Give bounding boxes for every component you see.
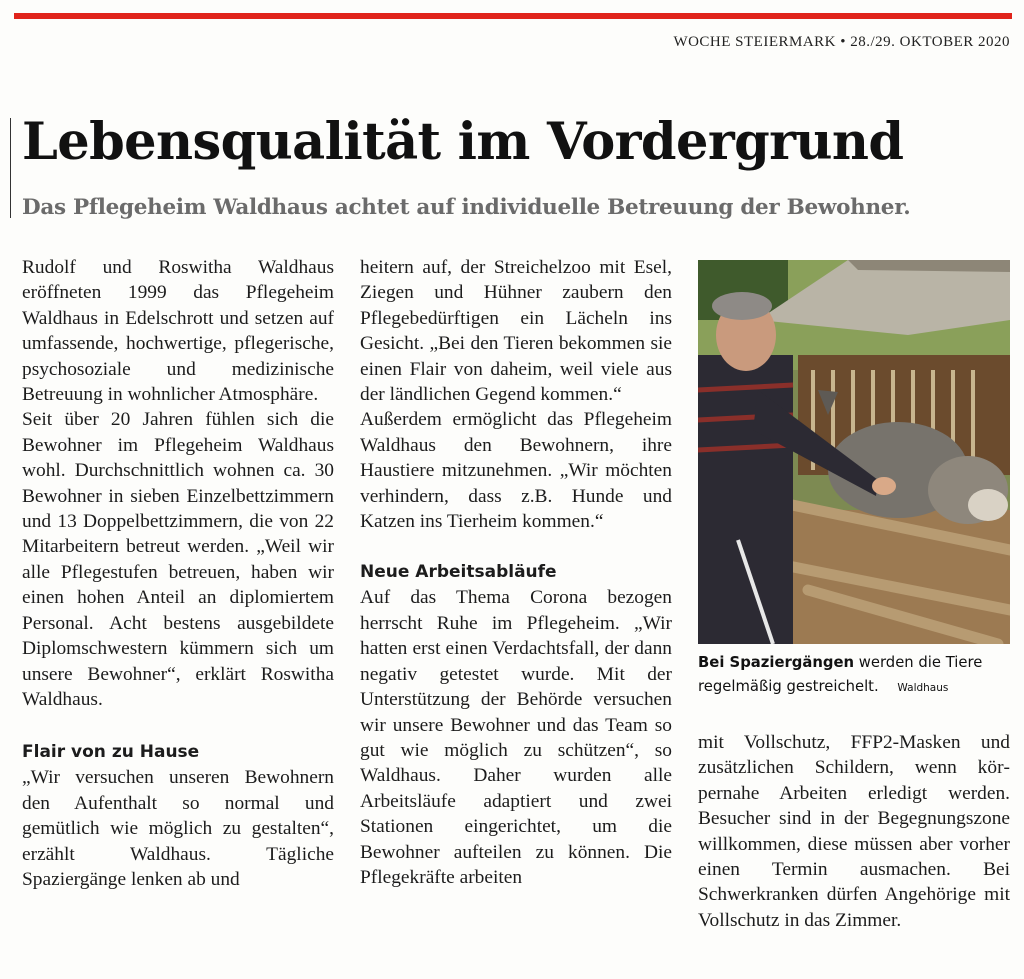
donkey-muzzle — [968, 489, 1008, 521]
paragraph: Seit über 20 Jahren fühlen sich die Bewohner im Pflegeheim Waldhaus wohl. Durchschnittlich wohnen ca. 30 Bewohner in sieben Einzelbettzimmern und 13 Doppelbettzimmern, die von 22 Mitarbeitern betreut werden. „Weil wir alle Pflegestufen betreuen, haben wir einen hohen Anteil an diplomiertem Personal. Acht bestens ausgebildete Diplomschwestern kümmern sich um unsere Bewohner“, erklärt Roswitha Waldhaus. — [22, 409, 334, 710]
article-photo — [698, 260, 1010, 644]
section-heading-flair: Flair von zu Hause — [22, 742, 200, 763]
paragraph: „Wir versuchen unseren Bewohnern den Aufenthalt so normal und gemütlich wie möglich zu gestalten“, erzählt Waldhaus. Tägliche Spaziergänge lenken ab und — [22, 767, 334, 890]
left-column-rule — [10, 118, 11, 218]
top-red-rule — [14, 13, 1012, 19]
photo-credit: Waldhaus — [897, 682, 949, 694]
man-hand — [872, 477, 896, 495]
paragraph: Rudolf und Roswitha Waldhaus eröffneten 1999 das Pflegeheim Waldhaus in Edelschrott und setzen auf umfassende, hochwertige, pflegerische, psychosoziale und medizinische Betreuung in wohnlicher Atmosphäre. — [22, 257, 334, 406]
caption-bold: Bei Spaziergängen — [698, 654, 855, 671]
caption-text: werden die Tiere regelmäßig gestreichelt. — [698, 654, 983, 695]
paragraph: heitern auf, der Streichelzoo mit Esel, Ziegen und Hühner zaubern den Pflegebedürftigen ein Lächeln ins Gesicht. „Bei den Tieren bekommen sie einen Flair von daheim, weil viele aus der ländlichen Gegend kommen.“ — [360, 257, 672, 406]
paragraph: mit Vollschutz, FFP2-Masken und zusätzlichen Schildern, wenn körpernahe Arbeiten erledigt werden. Besucher sind in der Begegnungszone willkommen, diese müssen aber vorher einen Termin ausmachen. Bei Schwerkranken dürfen Angehörige mit Vollschutz in das Zimmer. — [698, 732, 1010, 931]
subheadline: Das Pflegeheim Waldhaus achtet auf individuelle Betreuung der Bewohner. — [22, 195, 911, 220]
photo-illustration — [698, 260, 1010, 644]
section-heading-arbeitsablaeufe: Neue Arbeitsabläufe — [360, 562, 557, 583]
man-body — [698, 355, 793, 644]
man-hair — [712, 292, 772, 320]
article-column-1 — [22, 255, 334, 892]
paragraph: Auf das Thema Corona bezogen herrscht Ruhe im Pflegeheim. „Wir hatten erst einen Verdachtsfall, der dann negativ getestet wurde. Mit der Unterstützung der Behörde versuchen wir unsere Bewohner und das Team so gut wie möglich zu schützen“, so Waldhaus. Daher wurden alle Arbeitsläufe adaptiert und zwei Stationen eingerichtet, um die Bewohner aufteilen zu können. Die Pflegekräfte arbeiten — [360, 587, 672, 888]
article-column-3 — [698, 730, 1010, 933]
photo-caption — [698, 651, 1016, 700]
headline: Lebensqualität im Vordergrund — [22, 112, 904, 172]
article-column-2 — [360, 255, 672, 890]
paragraph: Außerdem ermöglicht das Pflegeheim Waldhaus den Bewohnern, ihre Haustiere mitzunehmen. „Wir möchten verhindern, dass z.B. Hunde und Katzen ins Tierheim kommen.“ — [360, 409, 672, 533]
masthead: WOCHE STEIERMARK • 28./29. OKTOBER 2020 — [673, 34, 1010, 50]
